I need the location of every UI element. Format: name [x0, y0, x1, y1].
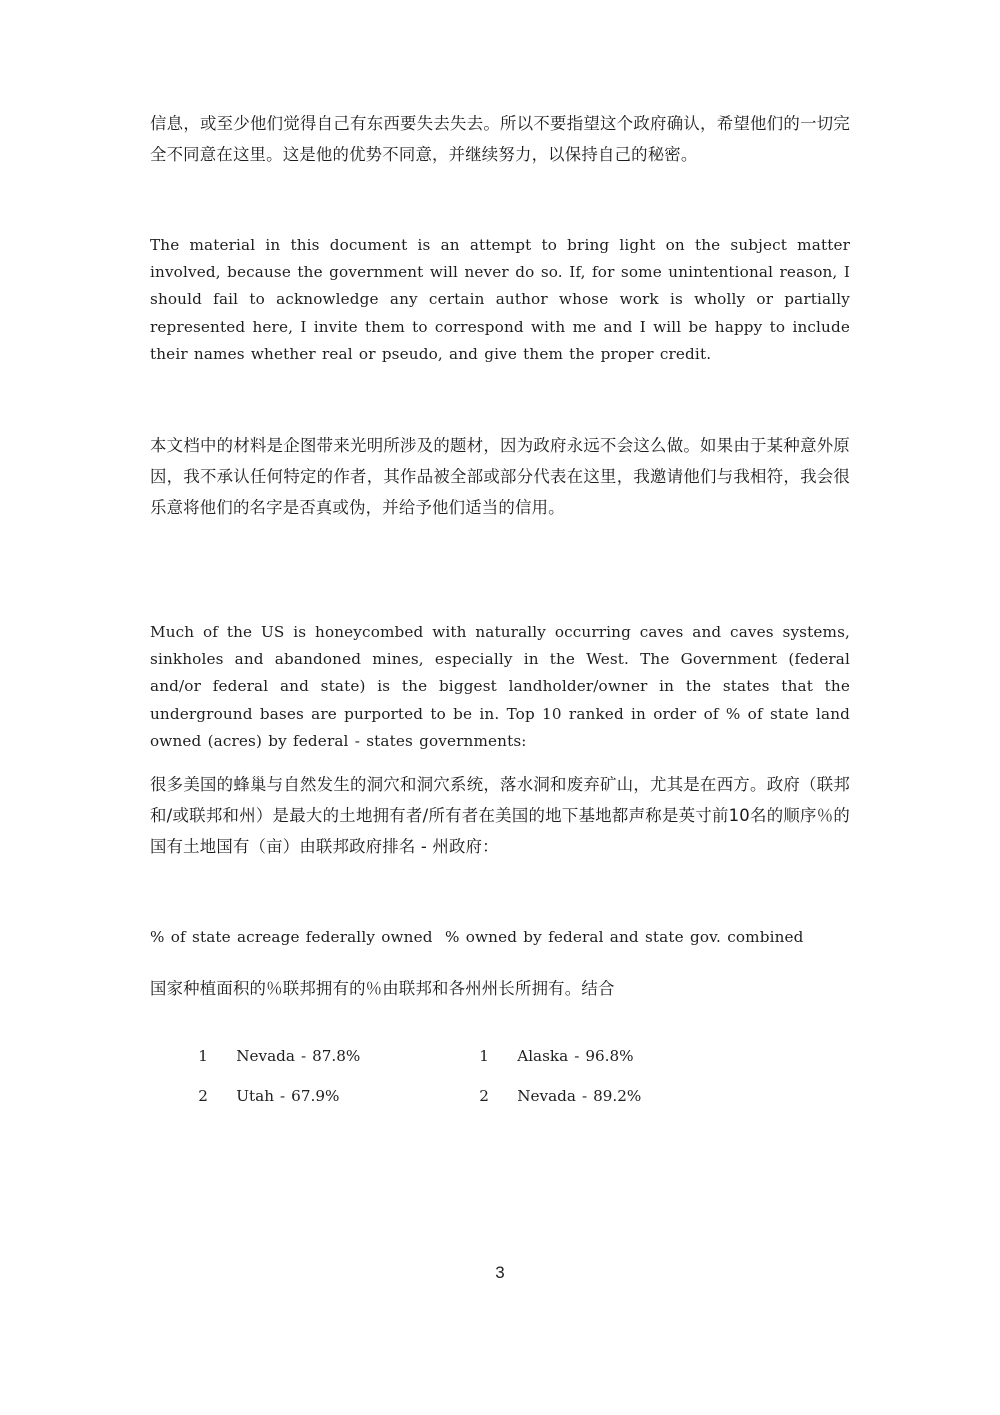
ranking-right-2: [431, 1066, 641, 1126]
ranking-left-label-2: Utah - 67.9%: [236, 1087, 340, 1106]
ranking-left-number-2: 2: [198, 1087, 208, 1106]
ranking-right-label-2: Nevada - 89.2%: [517, 1087, 642, 1106]
spacer: [150, 1004, 850, 1026]
paragraph-chinese-1: 信息，或至少他们觉得自己有东西要失去失去。所以不要指望这个政府确认，希望他们的一切完全不同意在这里。这是他的优势不同意，并继续努力，以保持自己的秘密。: [150, 114, 850, 164]
spacer: [150, 755, 850, 769]
spacer: [150, 951, 850, 973]
paragraph-chinese-2: 本文档中的材料是企图带来光明所涉及的题材，因为政府永远不会这么做。如果由于某种意外原因，我不承认任何特定的作者，其作品被全部或部分代表在这里，我邀请他们与我相符，我会很乐意将他们的名字是否真或伪，并给予他们适当的信用。: [150, 436, 850, 518]
ranking-left-2: [150, 1066, 339, 1126]
spacer: [150, 170, 850, 232]
ranking-left-number-1: 1: [198, 1047, 208, 1066]
table-header-chinese: 国家种植面积的％联邦拥有的％由联邦和各州州长所拥有。结合: [150, 979, 615, 999]
ranking-right-number-2: 2: [479, 1087, 489, 1106]
ranking-right-number-1: 1: [479, 1047, 489, 1066]
paragraph-english-1: The material in this document is an attempt to bring light on the subject matter involved, because the government will never do so. If, for some unintentional reason, I should fail to acknowledge any certain author whose work is wholly or partially represented here, I invite them to correspond with me and I will be happy to include their names whether real or pseudo, and give them the proper credit.: [150, 236, 857, 363]
ranking-row-1: [150, 1026, 850, 1066]
spacer: [150, 368, 850, 430]
page-content: [150, 108, 857, 1106]
spacer: [150, 523, 850, 619]
ranking-right-label-1: Alaska - 96.8%: [517, 1047, 634, 1066]
paragraph-chinese-3: 很多美国的蜂巢与自然发生的洞穴和洞穴系统，落水洞和废弃矿山，尤其是在西方。政府（联邦和/或联邦和州）是最大的土地拥有者/所有者在美国的地下基地都声称是英寸前10名的顺序％的国有土地国有（亩）由联邦政府排名 - 州政府：: [150, 775, 850, 857]
ranking-row-2: [150, 1066, 850, 1106]
table-header-english: % of state acreage federally owned % owned by federal and state gov. combined: [150, 928, 804, 947]
spacer: [150, 862, 850, 924]
page-number: 3: [495, 1263, 505, 1282]
ranking-left-label-1: Nevada - 87.8%: [236, 1047, 361, 1066]
paragraph-english-2: Much of the US is honeycombed with naturally occurring caves and caves systems, sinkholes and abandoned mines, especially in the West. The Government (federal and/or federal and state) is the biggest landholder/owner in the states that the underground bases are purported to be in. Top 10 ranked in order of % of state land owned (acres) by federal - states governments:: [150, 623, 857, 750]
